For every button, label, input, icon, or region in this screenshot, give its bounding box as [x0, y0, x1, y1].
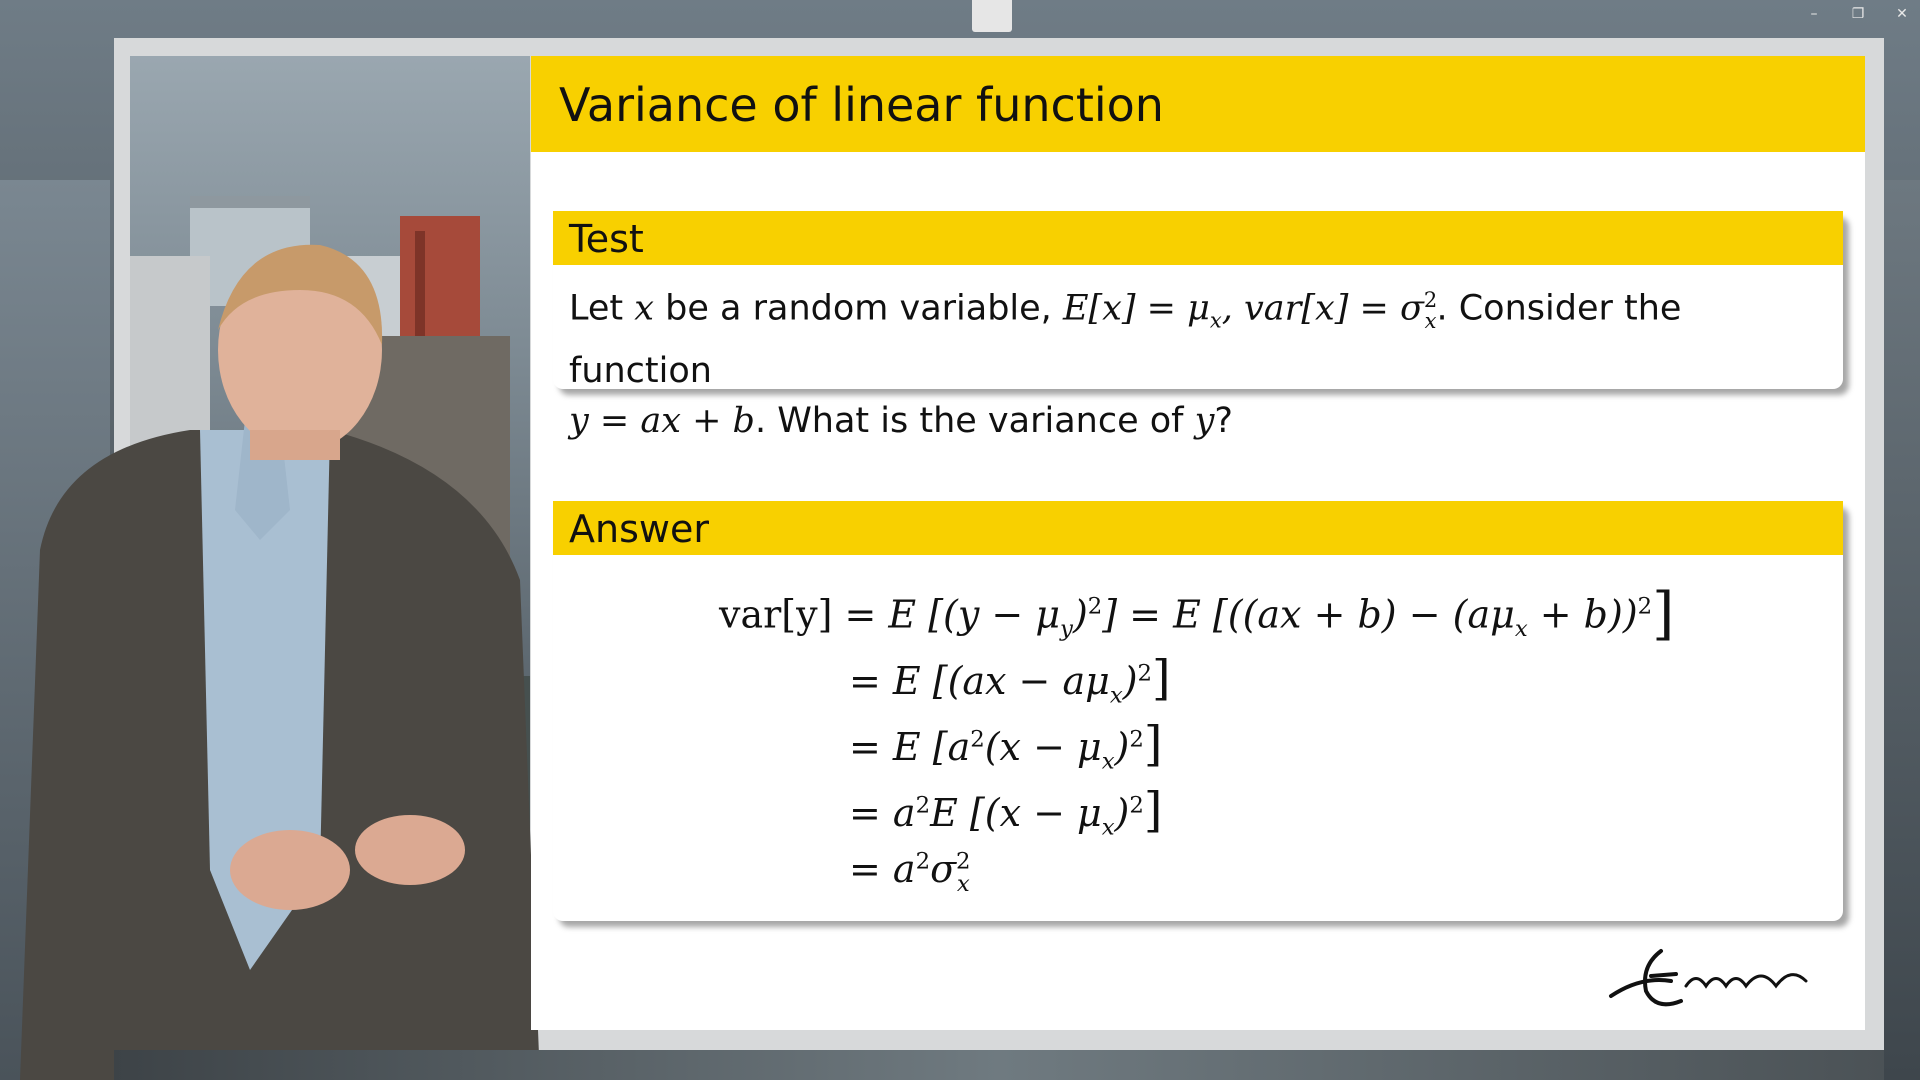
erasmus-logo [1601, 936, 1821, 1016]
test-block [553, 211, 1843, 441]
math-y: y [1194, 400, 1215, 441]
math-x: x [634, 288, 655, 329]
bracket: ] [1152, 651, 1171, 706]
lecture-slide [531, 56, 1865, 1030]
text: ? [1214, 400, 1233, 441]
bracket: ] [1652, 581, 1675, 647]
text: Let [569, 288, 635, 329]
sup-2: 2 [956, 848, 971, 875]
math-E: E [1062, 288, 1089, 329]
slide-title-bar [531, 56, 1865, 152]
bracket: ] [1143, 717, 1163, 772]
math-text: ) [1114, 725, 1130, 769]
sub: x [1101, 814, 1115, 841]
backdrop-building [1880, 180, 1920, 1080]
sup-2: 2 [970, 726, 985, 753]
sub: x [1514, 615, 1528, 642]
sup-2: 2 [1423, 288, 1438, 312]
sub: x [1101, 748, 1115, 775]
test-line-1 [569, 275, 1827, 396]
math-text: E [(x − μ [930, 791, 1102, 835]
math-text: = E [a [849, 725, 971, 769]
math-text: ] = E [((ax + b) − (aμ [1102, 592, 1515, 637]
text: . Consider the function [569, 288, 1682, 391]
top-notch [972, 0, 1012, 32]
answer-row-1 [719, 581, 1674, 647]
sup-2: 2 [1087, 593, 1103, 620]
test-line-2 [569, 396, 1827, 446]
answer-row-5 [849, 847, 970, 897]
sub: x [956, 870, 970, 897]
math-text: ) [1114, 791, 1130, 835]
sup-2: 2 [1137, 660, 1153, 687]
sup-2: 2 [1129, 726, 1144, 753]
text: . What is the variance of [754, 400, 1195, 441]
math-text: var[y] = [719, 592, 889, 637]
math-text: = a [849, 847, 916, 891]
answer-block [553, 501, 1843, 921]
answer-row-4 [849, 783, 1162, 841]
sub: y [1060, 615, 1073, 642]
answer-heading: Answer [553, 501, 1843, 555]
math-text: E [(y − μ [888, 592, 1061, 637]
sub: x [1109, 682, 1123, 709]
minimize-button[interactable]: – [1810, 6, 1818, 22]
text: be a random variable, [654, 288, 1063, 329]
test-body [553, 265, 1843, 456]
test-heading: Test [553, 211, 1843, 265]
sup-2: 2 [915, 848, 931, 875]
bottom-strip [114, 1050, 1884, 1080]
close-button[interactable]: ✕ [1896, 6, 1908, 22]
math-text: ) [1122, 659, 1138, 703]
slide-title: Variance of linear function [559, 78, 1164, 132]
bracket: ] [1143, 783, 1163, 838]
math-variance: , var[x] = σ [1221, 288, 1424, 329]
sup-2: 2 [1637, 593, 1653, 620]
math-expectation: [x] = μ [1088, 288, 1210, 329]
math-text: + b)) [1527, 592, 1638, 637]
math-text: ) [1072, 592, 1088, 637]
sup-2: 2 [915, 792, 931, 819]
answer-row-3 [849, 717, 1162, 775]
math-text: σ [930, 847, 957, 891]
sub-x: x [1424, 308, 1437, 333]
math-text: (x − μ [984, 725, 1102, 769]
window-controls [1806, 6, 1910, 22]
sup-2: 2 [1129, 792, 1144, 819]
answer-row-2 [849, 651, 1171, 709]
math-text: = a [849, 791, 916, 835]
math-function: y = ax + b [569, 400, 755, 441]
presenter [0, 250, 560, 1080]
sub-x: x [1209, 308, 1222, 333]
math-text: = E [(ax − aμ [849, 659, 1110, 703]
restore-button[interactable]: ❐ [1851, 6, 1865, 22]
